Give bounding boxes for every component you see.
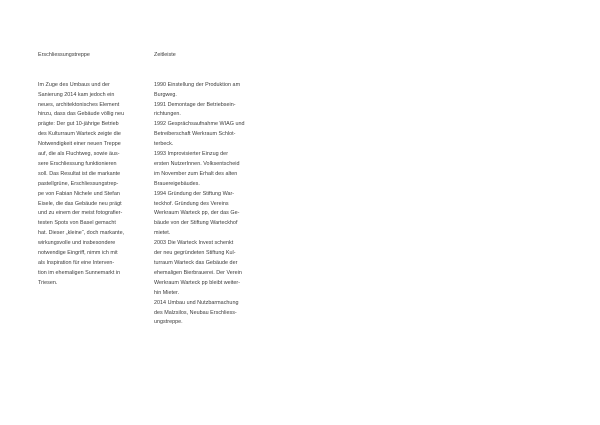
erschliessungstreppe-body-text	[38, 81, 150, 289]
text-line: Werkraum Warteck pp bleibt weiter-	[154, 279, 241, 286]
text-line: des Kulturraum Warteck zeigte die	[38, 131, 121, 138]
text-line: Im Zuge des Umbaus und der	[38, 81, 110, 88]
paragraph-spacer	[154, 71, 264, 81]
text-line: prägte: Der gut 10-jährige Betrieb	[38, 121, 119, 128]
text-line: 1990 Einstellung der Produktion am	[154, 81, 241, 88]
text-line: 2014 Umbau und Nutzbarmachung	[154, 299, 239, 306]
text-line: Brauereigebäudes.	[154, 180, 200, 187]
text-line: Werkraum Warteck pp, der das Ge-	[154, 210, 240, 217]
text-line: und zu einem der meist fotografier-	[38, 210, 123, 217]
text-line: 1991 Demontage der Betriebsein-	[154, 101, 236, 108]
text-line: neues, architektonisches Element	[38, 101, 120, 108]
text-line: im November zum Erhalt des alten	[154, 170, 238, 177]
section-heading-zeitleiste: Zeitleiste	[154, 52, 176, 58]
text-line: notwendige Eingriff, nimm ich mit	[38, 250, 118, 257]
text-line: tion im ehemaligen Sunnemarkt in	[38, 269, 121, 276]
text-line: Burgweg.	[154, 91, 177, 98]
text-line: Sanierung 2014 kam jedoch ein	[38, 91, 115, 98]
text-line: 1993 Improvisierter Einzug der	[154, 151, 229, 158]
zeitleiste-body-text	[154, 81, 264, 329]
text-line: Eisele, die das Gebäude neu prägt	[38, 200, 122, 207]
text-line: richtungen.	[154, 111, 181, 118]
text-line: terbeck.	[154, 141, 174, 148]
text-line: testen Spots von Basel gemacht	[38, 220, 116, 227]
text-line: auf, die als Fluchtweg, sowie äus-	[38, 151, 120, 158]
text-line: mietet.	[154, 230, 171, 237]
text-line: turraum Warteck das Gebäude der	[154, 260, 238, 266]
text-line: ungstreppe.	[154, 319, 183, 326]
text-line: teckhof. Gründung des Vereins	[154, 200, 229, 207]
text-line: hin Mieter.	[154, 289, 180, 296]
erschliessungstreppe-section	[38, 51, 150, 289]
text-line: soll. Das Resultat ist die markante	[38, 170, 121, 177]
text-line: 1994 Gründung der Stiftung War-	[154, 190, 235, 197]
text-line: hinzu, dass das Gebäude völlig neu	[38, 111, 125, 118]
text-line: wirkungsvolle und insbesondere	[38, 240, 116, 247]
text-line: Notwendigkeit einer neuen Treppe	[38, 141, 121, 148]
text-line: der neu gegründeten Stiftung Kul-	[154, 250, 236, 257]
section-heading-erschliessungstreppe: Erschliessungstreppe	[38, 52, 90, 58]
text-line: Betreiberschaft Werkraum Schlot-	[154, 131, 236, 138]
text-line: ersten NutzerInnen. Volksentscheid	[154, 160, 240, 167]
text-line: hat. Dieser „kleine“, doch markante,	[38, 230, 125, 237]
text-line: bäude von der Stiftung Warteckhof	[154, 220, 238, 227]
text-line: des Malzsilos, Neubau Erschliess-	[154, 309, 237, 316]
text-line: sere Erschliessung funktionieren	[38, 160, 117, 167]
text-line: pe von Fabian Nichele und Stefan	[38, 190, 120, 197]
text-line: 2003 Die Warteck Invest schenkt	[154, 240, 234, 247]
text-line: ehemaligen Bierbrauerei. Der Verein	[154, 269, 242, 276]
paragraph-spacer	[38, 71, 150, 81]
text-line: pastellgrüne, Erschliessungstrep-	[38, 180, 119, 187]
zeitleiste-section	[154, 51, 264, 328]
text-line: als Inspiration für eine Interven-	[38, 260, 115, 266]
text-line: Triesen.	[38, 279, 58, 286]
text-line: 1992 Gesprächsaufnahme WIAG und	[154, 121, 245, 128]
